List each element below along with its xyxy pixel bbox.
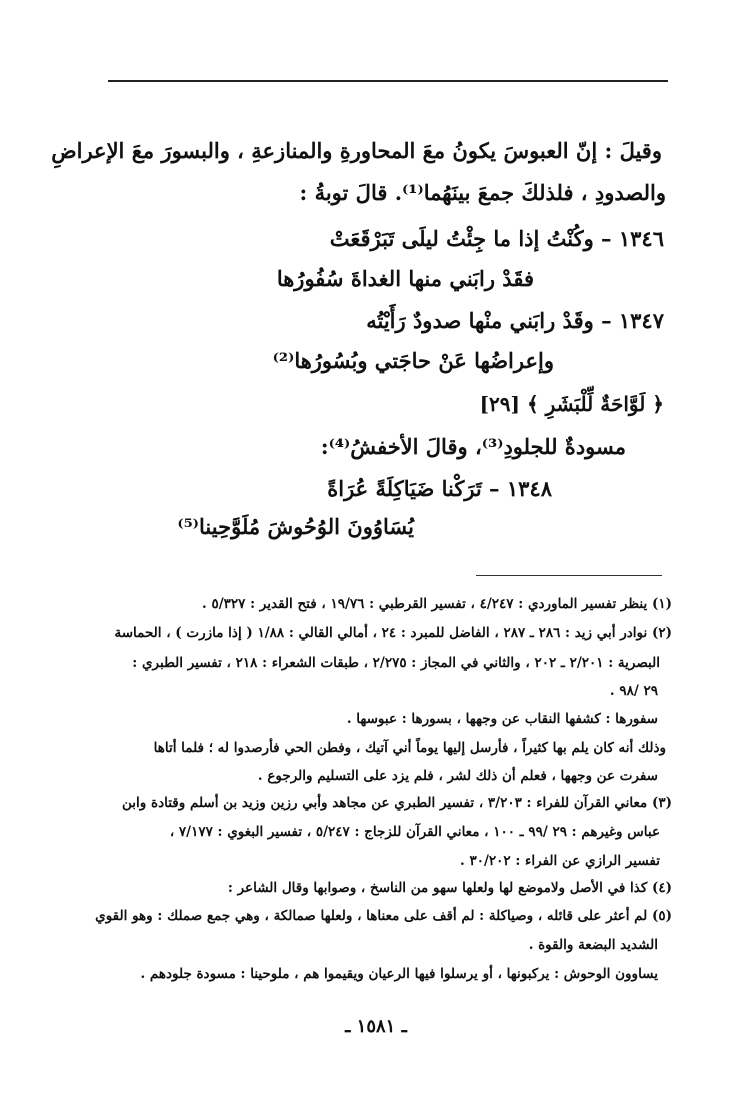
- footnote-3-line-2: عباس وغيرهم : ٢٩ /٩٩ ـ ١٠٠ ، معاني القرآن للزجاج : ٥/٢٤٧ ، تفسير البغوي : ٧/١٧٧ ،: [169, 824, 660, 840]
- footnote-rule: [476, 575, 662, 576]
- footnote-2-line-4: سفورها : كشفها النقاب عن وجهها ، بسورها : عبوسها .: [346, 711, 658, 727]
- verse-1346-second-hemistich: فقَدْ رابَني منها الغداةَ سُفُورُها: [276, 266, 534, 291]
- verse-1348-second-hemistich: يُسَاوُونَ الوُحُوشَ مُلَوَّحِينا⁽⁵⁾: [177, 514, 414, 539]
- footnote-2-line-3: ٢٩ /٩٨ .: [609, 683, 658, 699]
- footnote-3-line-3: تفسير الرازي عن الفراء : ٣٠/٢٠٢ .: [460, 853, 660, 869]
- page-number: ـ ١٥٨١ ـ: [345, 1016, 407, 1037]
- verse-1347-second-hemistich: وإعراضُها عَنْ حاجَتي وبُسُورُها⁽²⁾: [272, 348, 554, 373]
- footnote-2-line-1: (٢) نوادر أبي زيد : ٢٨٦ ـ ٢٨٧ ، الفاضل للمبرد : ٢٤ ، أمالي القالي : ١/٨٨ ( إذا مازرت ) ، الحماسة: [114, 625, 672, 641]
- footnote-2-line-2: البصرية : ٢/٢٠١ ـ ٢٠٢ ، والثاني في المجاز : ٢/٢٧٥ ، طبقات الشعراء : ٢١٨ ، تفسير الطبري :: [132, 655, 660, 671]
- header-rule: [108, 80, 668, 82]
- ornate-bracket-close: ﴾: [526, 392, 539, 416]
- ornate-bracket-open: ﴿: [652, 392, 664, 416]
- quran-verse-heading: [480, 392, 664, 416]
- verse-1348-first-hemistich: ١٣٤٨ – تَرَكْنا ضَيَاكِلَةً عُرَاةً: [327, 476, 552, 501]
- body-line-2: والصدودِ ، فلذلكَ جمعَ بينَهُما⁽¹⁾. قالَ توبةُ :: [299, 180, 666, 205]
- footnote-5-line-1: (٥) لم أعثر على قائله ، وصياكلة : لم أقف على معناها ، ولعلها صمالكة ، وهي جمع صملك : وهو القوي: [95, 908, 672, 924]
- footnote-2-line-6: سفرت عن وجهها ، فعلم أن ذلك لشر ، فلم يزد على التسليم والرجوع .: [257, 768, 658, 784]
- footnote-3-line-1: (٣) معاني القرآن للفراء : ٣/٢٠٣ ، تفسير الطبري عن مجاهد وأبي رزين وزيد بن أسلم وقتادة وابن: [122, 795, 672, 811]
- footnote-1: (١) ينظر تفسير الماوردي : ٤/٢٤٧ ، تفسير القرطبي : ١٩/٧٦ ، فتح القدير : ٥/٣٢٧ .: [202, 596, 672, 612]
- footnote-5-line-2: الشديد البضعة والقوة .: [528, 937, 658, 953]
- quran-verse-text: لَوَّاحَةٌ لِّلْبَشَرِ: [545, 392, 646, 416]
- body-line-3: مسودةٌ للجلودِ⁽³⁾، وقالَ الأخفشُ⁽⁴⁾:: [320, 434, 626, 459]
- verse-1346-first-hemistich: ١٣٤٦ – وكُنْتُ إذا ما جِئْتُ ليلَى تَبَرْقَعَتْ: [329, 226, 664, 251]
- footnote-5-line-3: يساوون الوحوش : يركبونها ، أو يرسلوا فيها الرعيان ويقيموا هم ، ملوحينا : مسودة جلودهم .: [140, 966, 658, 982]
- verse-number: [٢٩]: [479, 392, 520, 416]
- footnote-2-line-5: وذلك أنه كان يلم بها كثيراً ، فأرسل إليها يوماً أني آتيك ، وفطن الحي فأرصدوا له ؛ فلما أتاها: [153, 740, 666, 756]
- body-line-1: وقيلَ : إنّ العبوسَ يكونُ معَ المحاورةِ والمنازعةِ ، والبسورَ معَ الإعراضِ: [51, 138, 662, 163]
- verse-1347-first-hemistich: ١٣٤٧ – وقَدْ رابَني منْها صدودٌ رَأَيْتُه: [366, 308, 664, 333]
- footnote-4: (٤) كذا في الأصل ولاموضع لها ولعلها سهو من الناسخ ، وصوابها وقال الشاعر :: [227, 880, 672, 896]
